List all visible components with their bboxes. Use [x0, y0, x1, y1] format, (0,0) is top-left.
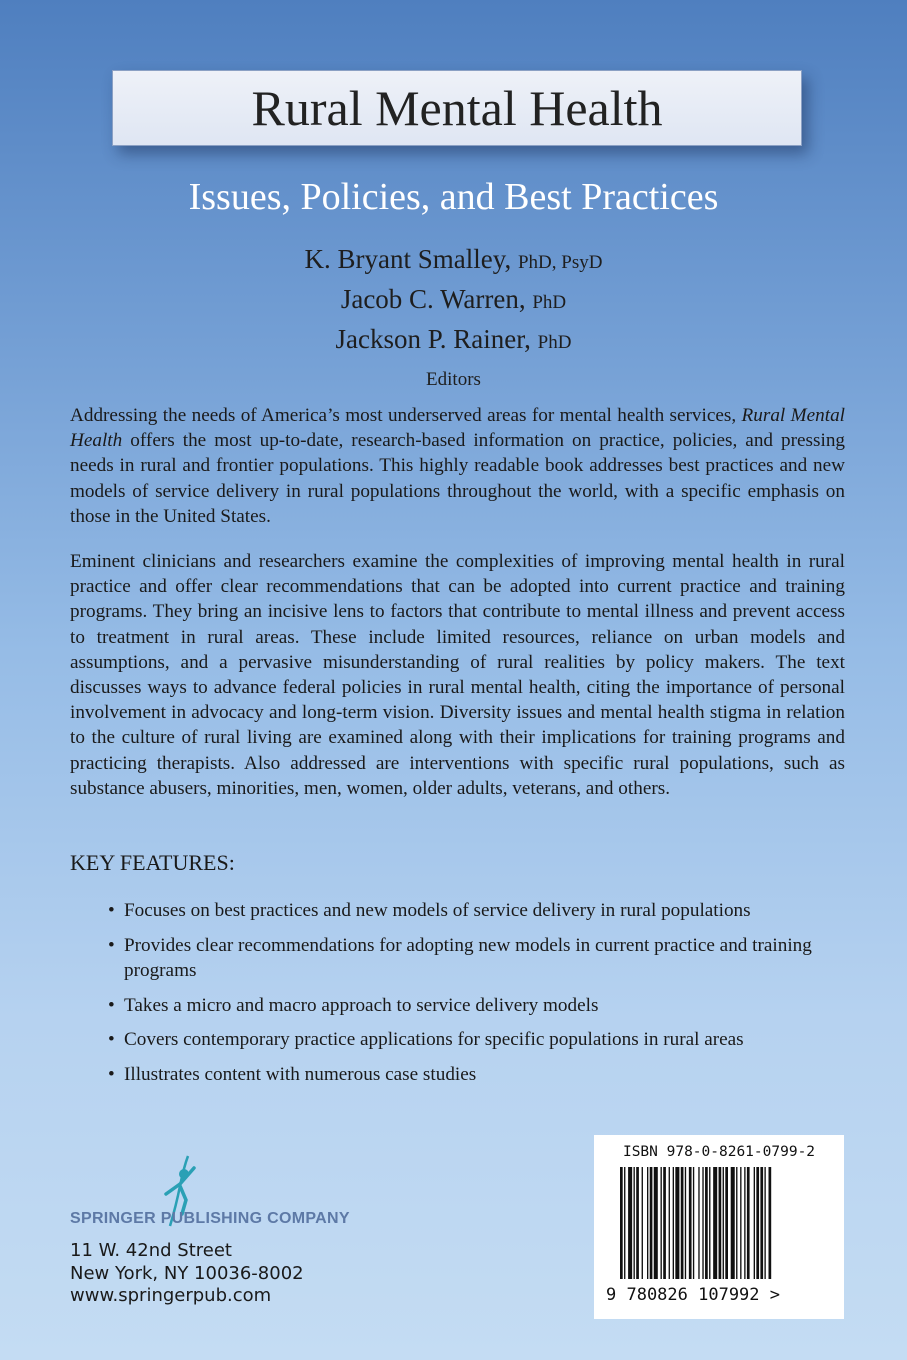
- barcode-bar: [628, 1167, 632, 1279]
- barcode-bar: [756, 1167, 759, 1279]
- barcode-bar: [754, 1167, 755, 1279]
- publisher-address: [70, 1240, 304, 1308]
- barcode-bar: [760, 1167, 763, 1279]
- barcode-bars: [616, 1167, 816, 1287]
- barcode-bar: [650, 1167, 653, 1279]
- editor-credentials: PhD: [537, 332, 572, 353]
- barcode-bar: [661, 1167, 662, 1279]
- isbn-barcode: [594, 1135, 844, 1319]
- barcode-bar: [693, 1167, 694, 1279]
- book-subtitle: Issues, Policies, and Best Practices: [188, 176, 719, 218]
- ean-number: 9 780826 107992 >: [606, 1285, 780, 1305]
- description-paragraph-1: [70, 403, 845, 529]
- bullet-icon: •: [108, 1029, 115, 1050]
- bullet-icon: •: [108, 1063, 115, 1085]
- address-line-2: New York, NY 10036-8002: [70, 1262, 304, 1284]
- editor-name: Jackson P. Rainer,: [335, 324, 531, 354]
- editor-2: [0, 281, 907, 321]
- feature-item: [108, 933, 828, 984]
- paragraph-rest: offers the most up-to-date, research-based information on practice, policies, and pressing needs in rural and frontier populations. This highly readable book addresses best practices and new models of service delivery in rural populations throughout the world, with a specific emphasis on those in the United States.: [70, 430, 846, 527]
- barcode-bar: [702, 1167, 703, 1279]
- barcode-bar: [740, 1167, 741, 1279]
- editor-name: Jacob C. Warren,: [340, 284, 526, 314]
- barcode-bar: [709, 1167, 710, 1279]
- bullet-icon: •: [108, 934, 115, 956]
- barcode-bar: [705, 1167, 708, 1279]
- bullet-icon: •: [108, 900, 115, 921]
- barcode-bar: [747, 1167, 750, 1279]
- barcode-bar: [636, 1167, 639, 1279]
- key-features-heading: KEY FEATURES:: [70, 850, 235, 875]
- feature-text: Provides clear recommendations for adopting new models in current practice and training programs: [124, 934, 812, 981]
- barcode-bar: [744, 1167, 745, 1279]
- barcode-bar: [723, 1167, 724, 1279]
- publisher-name: SPRINGER PUBLISHING COMPANY: [70, 1210, 350, 1227]
- editor-1: [0, 241, 907, 281]
- book-title: Rural Mental Health: [251, 80, 663, 136]
- barcode-bar: [663, 1167, 666, 1279]
- feature-text: Focuses on best practices and new models of service delivery in rural populations: [124, 900, 751, 921]
- editors-block: [0, 241, 907, 391]
- barcode-bar: [764, 1167, 765, 1279]
- paragraph-text: Eminent clinicians and researchers examine the complexities of improving mental health in rural practice and offer clear recommendations that can be adopted into current practice and training programs. They bring an incisive lens to factors that contribute to mental illness and prevent access to treatment in rural areas. These include limited resources, reliance on urban models and assumptions, and a pervasive misunderstanding of rural realities by policy makers. The text discusses ways to advance federal policies in rural mental health, citing the importance of personal involvement in advocacy and long-term vision. Diversity issues and mental health stigma in relation to the culture of rural living are examined along with their implications for training programs and practicing therapists. Also addressed are interventions with specific rural populations, such as substance abusers, minorities, men, women, older adults, veterans, and others.: [70, 551, 845, 799]
- barcode-bar: [654, 1167, 658, 1279]
- barcode-bar: [620, 1167, 623, 1279]
- barcode-bar: [731, 1167, 735, 1279]
- barcode-bar: [719, 1167, 722, 1279]
- editor-credentials: PhD: [532, 292, 567, 313]
- key-features-list: [108, 898, 828, 1096]
- barcode-bar: [675, 1167, 679, 1279]
- feature-item: [108, 993, 828, 1019]
- editors-label: Editors: [426, 369, 481, 390]
- publisher-logo: [70, 1158, 410, 1230]
- feature-text: Takes a micro and macro approach to service delivery models: [124, 994, 599, 1016]
- barcode-bar: [669, 1167, 670, 1279]
- feature-item: [108, 898, 828, 924]
- barcode-bar: [736, 1167, 737, 1279]
- barcode-bar: [685, 1167, 686, 1279]
- barcode-bar: [725, 1167, 728, 1279]
- paragraph-lead: Addressing the needs of America’s most underserved areas for mental health services,: [70, 405, 737, 426]
- barcode-bar: [713, 1167, 717, 1279]
- barcode-bar: [698, 1167, 699, 1279]
- title-box: [112, 70, 802, 146]
- feature-item: [108, 1027, 828, 1053]
- description-paragraph-2: [70, 549, 845, 801]
- bullet-icon: •: [108, 994, 115, 1016]
- barcode-bar: [647, 1167, 648, 1279]
- barcode-bar: [769, 1167, 772, 1279]
- editor-credentials: PhD, PsyD: [517, 252, 603, 273]
- feature-text: Covers contemporary practice applications for specific populations in rural areas: [124, 1029, 744, 1050]
- barcode-bar: [681, 1167, 684, 1279]
- barcode-bar: [624, 1167, 625, 1279]
- barcode-bar: [634, 1167, 635, 1279]
- book-title-italic: Rural Mental Health: [70, 405, 845, 452]
- isbn-number: ISBN 978-0-8261-0799-2: [622, 1144, 816, 1160]
- feature-text: Illustrates content with numerous case studies: [124, 1063, 477, 1085]
- feature-item: [108, 1062, 828, 1088]
- editor-name: K. Bryant Smalley,: [304, 244, 512, 274]
- editor-3: [0, 321, 907, 361]
- barcode-bar: [642, 1167, 643, 1279]
- barcode-bar: [673, 1167, 674, 1279]
- address-line-1: 11 W. 42nd Street: [70, 1240, 232, 1261]
- publisher-website[interactable]: www.springerpub.com: [70, 1285, 272, 1306]
- barcode-bar: [689, 1167, 692, 1279]
